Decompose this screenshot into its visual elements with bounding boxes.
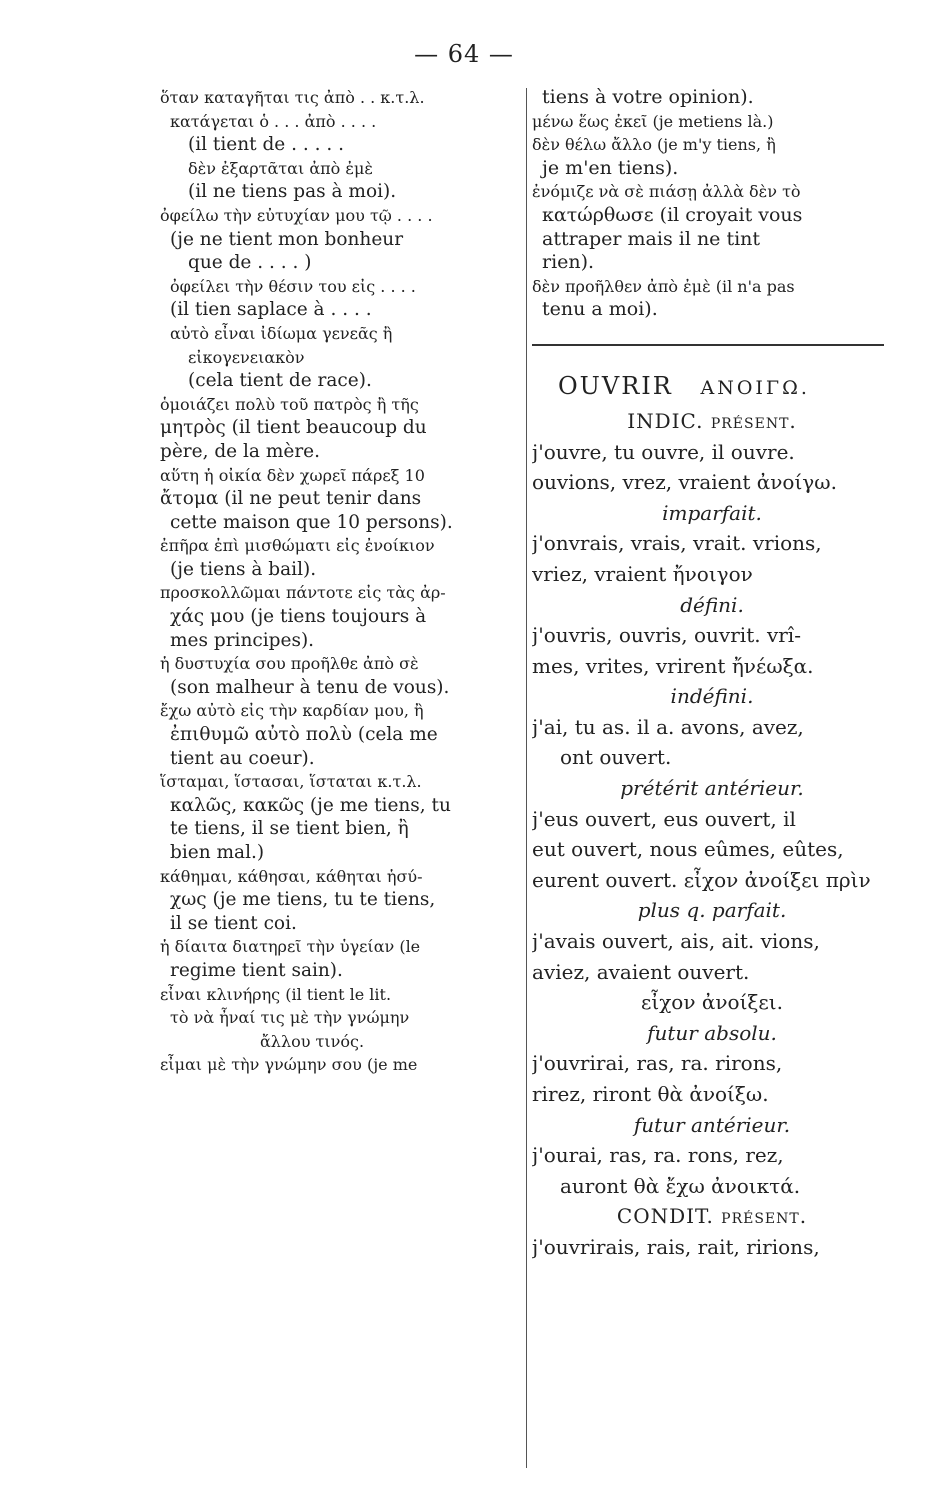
entry-line: ἐπιθυμῶ αὐτὸ πολὺ (cela me xyxy=(170,724,438,746)
entry-line: ἡ δίαιτα διατηρεῖ τὴν ὑγείαν (le xyxy=(160,937,421,957)
entry-line: bien mal.) xyxy=(170,842,265,863)
entry-line: ἡ δυστυχία σου προῆλθε ἀπὸ σὲ xyxy=(160,654,419,674)
entry-line: αὕτη ἡ οἰκία δὲν χωρεῖ πάρεξ 10 xyxy=(160,465,425,485)
entry-line: χως (je me tiens, tu te tiens, xyxy=(170,889,436,911)
entry-line: εἶναι κλινήρης (il tient le lit. xyxy=(160,984,392,1004)
section-rule xyxy=(532,344,884,346)
tense-label: imparfait. xyxy=(662,500,762,525)
right-column xyxy=(532,86,892,1263)
entry-line: rien). xyxy=(542,251,595,274)
entry-line: τὸ νὰ ἦναί τις μὲ τὴν γνώμην xyxy=(170,1008,410,1028)
entry-line: que de . . . . ) xyxy=(188,252,312,274)
entry-line: attraper mais il ne tint xyxy=(542,227,761,250)
entry-line: προσκολλῶμαι πάντοτε εἰς τὰς ἀρ- xyxy=(160,583,446,603)
entry-line: tenu a moi). xyxy=(542,298,658,321)
conjugation-line: j'onvrais, vrais, vrait. vrions, xyxy=(532,531,822,556)
entry-line: je m'en tiens). xyxy=(542,156,679,179)
conjugation-line: ouvions, vrez, vraient ἀνοίγω. xyxy=(532,470,837,495)
entry-line: cette maison que 10 persons). xyxy=(170,511,453,533)
entry-line: αὐτὸ εἶναι ἰδίωμα γενεᾶς ἢ xyxy=(170,323,393,343)
entry-line: (il ne tiens pas à moi). xyxy=(188,181,397,203)
conjugation-line: j'ourai, ras, ra. rons, rez, xyxy=(532,1143,784,1168)
entry-line: ὅταν καταγῆται τις ἀπὸ . . κ.τ.λ. xyxy=(160,88,425,107)
conjugation-line: aviez, avaient ouvert. xyxy=(532,959,750,984)
entry-line: (son malheur à tenu de vous). xyxy=(170,676,450,698)
conjugation-line: mes, vrites, vrirent ἤνέωξα. xyxy=(532,653,814,678)
conjugation-line: j'eus ouvert, eus ouvert, il xyxy=(532,806,796,831)
entry-line: ὀφείλω τὴν εὐτυχίαν μου τῷ . . . . xyxy=(160,205,433,225)
entry-line: père, de la mère. xyxy=(160,440,321,462)
verb-heading-french: OUVRIR xyxy=(558,371,673,400)
entry-line: tient au coeur). xyxy=(170,747,315,769)
right-column-entries xyxy=(532,86,892,322)
entry-line: te tiens, il se tient bien, ἢ xyxy=(170,818,409,840)
entry-line: εἰκογενειακὸν xyxy=(188,347,305,367)
entry-line: χάς μου (je tiens toujours à xyxy=(170,606,427,628)
tense-label: plus q. parfait. xyxy=(637,898,787,923)
entry-line: ἄτομα (il ne peut tenir dans xyxy=(160,488,422,510)
tense-label: INDIC. présent. xyxy=(627,408,797,433)
entry-line: ἔχω αὐτὸ εἰς τὴν καρδίαν μου, ἢ xyxy=(160,701,424,721)
tense-label: εἶχον ἀνοίξει. xyxy=(640,990,783,1015)
conjugation-line: j'ouvrirais, rais, rait, ririons, xyxy=(532,1234,820,1259)
entry-line: mes principes). xyxy=(170,629,315,651)
entry-line: δὲν ἐξαρτᾶται ἀπὸ ἐμὲ xyxy=(188,158,373,178)
entry-line: ἐπῆρα ἐπὶ μισθώματι εἰς ἐνοίκιον xyxy=(160,536,435,556)
conjugation-line: vriez, vraient ἤνοιγον xyxy=(532,561,753,586)
entry-line: εἶμαι μὲ τὴν γνώμην σου (je me xyxy=(160,1055,418,1075)
entry-line: κάθημαι, κάθησαι, κάθηται ἡσύ- xyxy=(160,866,423,886)
tense-label: prétérit antérieur. xyxy=(620,776,804,801)
entry-line: καλῶς, κακῶς (je me tiens, tu xyxy=(170,794,451,816)
entry-line: κατάγεται ὁ . . . ἀπὸ . . . . xyxy=(170,111,377,131)
entry-line: (je tiens à bail). xyxy=(170,558,317,580)
tense-label: indéfini. xyxy=(670,684,754,709)
conjugation-line: j'ouvris, ouvris, ouvrit. vrî- xyxy=(532,623,801,648)
conjugation-line: eurent ouvert. εἶχον ἀνοίξει πρὶν xyxy=(532,867,871,892)
conjugation-line: j'ouvrirai, ras, ra. rirons, xyxy=(532,1051,783,1076)
conjugation-line: j'avais ouvert, ais, ait. vions, xyxy=(532,929,820,954)
tense-label: CONDIT. présent. xyxy=(616,1204,808,1229)
conjugation-table xyxy=(532,406,892,1263)
entry-line: ὀφείλει τὴν θέσιν του εἰς . . . . xyxy=(170,276,416,296)
entry-line: (cela tient de race). xyxy=(188,370,372,392)
verb-heading-greek: ΑΝΟΙΓΩ. xyxy=(700,376,810,399)
tense-label: futur absolu. xyxy=(647,1020,777,1045)
entry-line: μένω ἕως ἐκεῖ (je metiens là.) xyxy=(532,111,774,131)
entry-line: tiens à votre opinion). xyxy=(542,86,754,108)
entry-line: regime tient sain). xyxy=(170,959,343,981)
conjugation-line: ont ouvert. xyxy=(560,745,672,770)
entry-line: ἐνόμιζε νὰ σὲ πιάσῃ ἀλλὰ δὲν τὸ xyxy=(532,182,801,202)
entry-line: δὲν θέλω ἄλλο (je m'y tiens, ἢ xyxy=(532,135,776,155)
left-column xyxy=(160,86,522,1077)
entry-line: ἄλλου τινός. xyxy=(260,1031,365,1051)
entry-line: κατώρθωσε (il croyait vous xyxy=(542,203,803,226)
conjugation-line: auront θὰ ἔχω ἀνοικτά. xyxy=(560,1173,801,1198)
column-divider xyxy=(526,88,527,1468)
entry-line: ἵσταμαι, ἵστασαι, ἵσταται κ.τ.λ. xyxy=(160,772,422,792)
conjugation-line: rirez, riront θὰ ἀνοίξω. xyxy=(532,1082,769,1106)
entry-line: (je ne tient mon bonheur xyxy=(170,228,404,250)
page-number: — 64 — xyxy=(414,40,514,68)
entry-line: (il tien saplace à . . . . xyxy=(170,299,372,321)
tense-label: futur antérieur. xyxy=(633,1112,791,1137)
entry-line: δὲν προῆλθεν ἀπὸ ἐμὲ (il n'a pas xyxy=(532,276,795,296)
entry-line: il se tient coi. xyxy=(170,912,297,934)
verb-heading xyxy=(532,366,892,406)
conjugation-line: j'ai, tu as. il a. avons, avez, xyxy=(532,714,804,739)
entry-line: μητρὸς (il tient beaucoup du xyxy=(160,417,427,439)
conjugation-line: eut ouvert, nous eûmes, eûtes, xyxy=(532,837,844,862)
tense-label: défini. xyxy=(680,592,744,617)
conjugation-line: j'ouvre, tu ouvre, il ouvre. xyxy=(532,439,795,464)
entry-line: ὁμοιάζει πολὺ τοῦ πατρὸς ἢ τῆς xyxy=(160,394,419,414)
entry-line: (il tient de . . . . . xyxy=(188,134,345,156)
